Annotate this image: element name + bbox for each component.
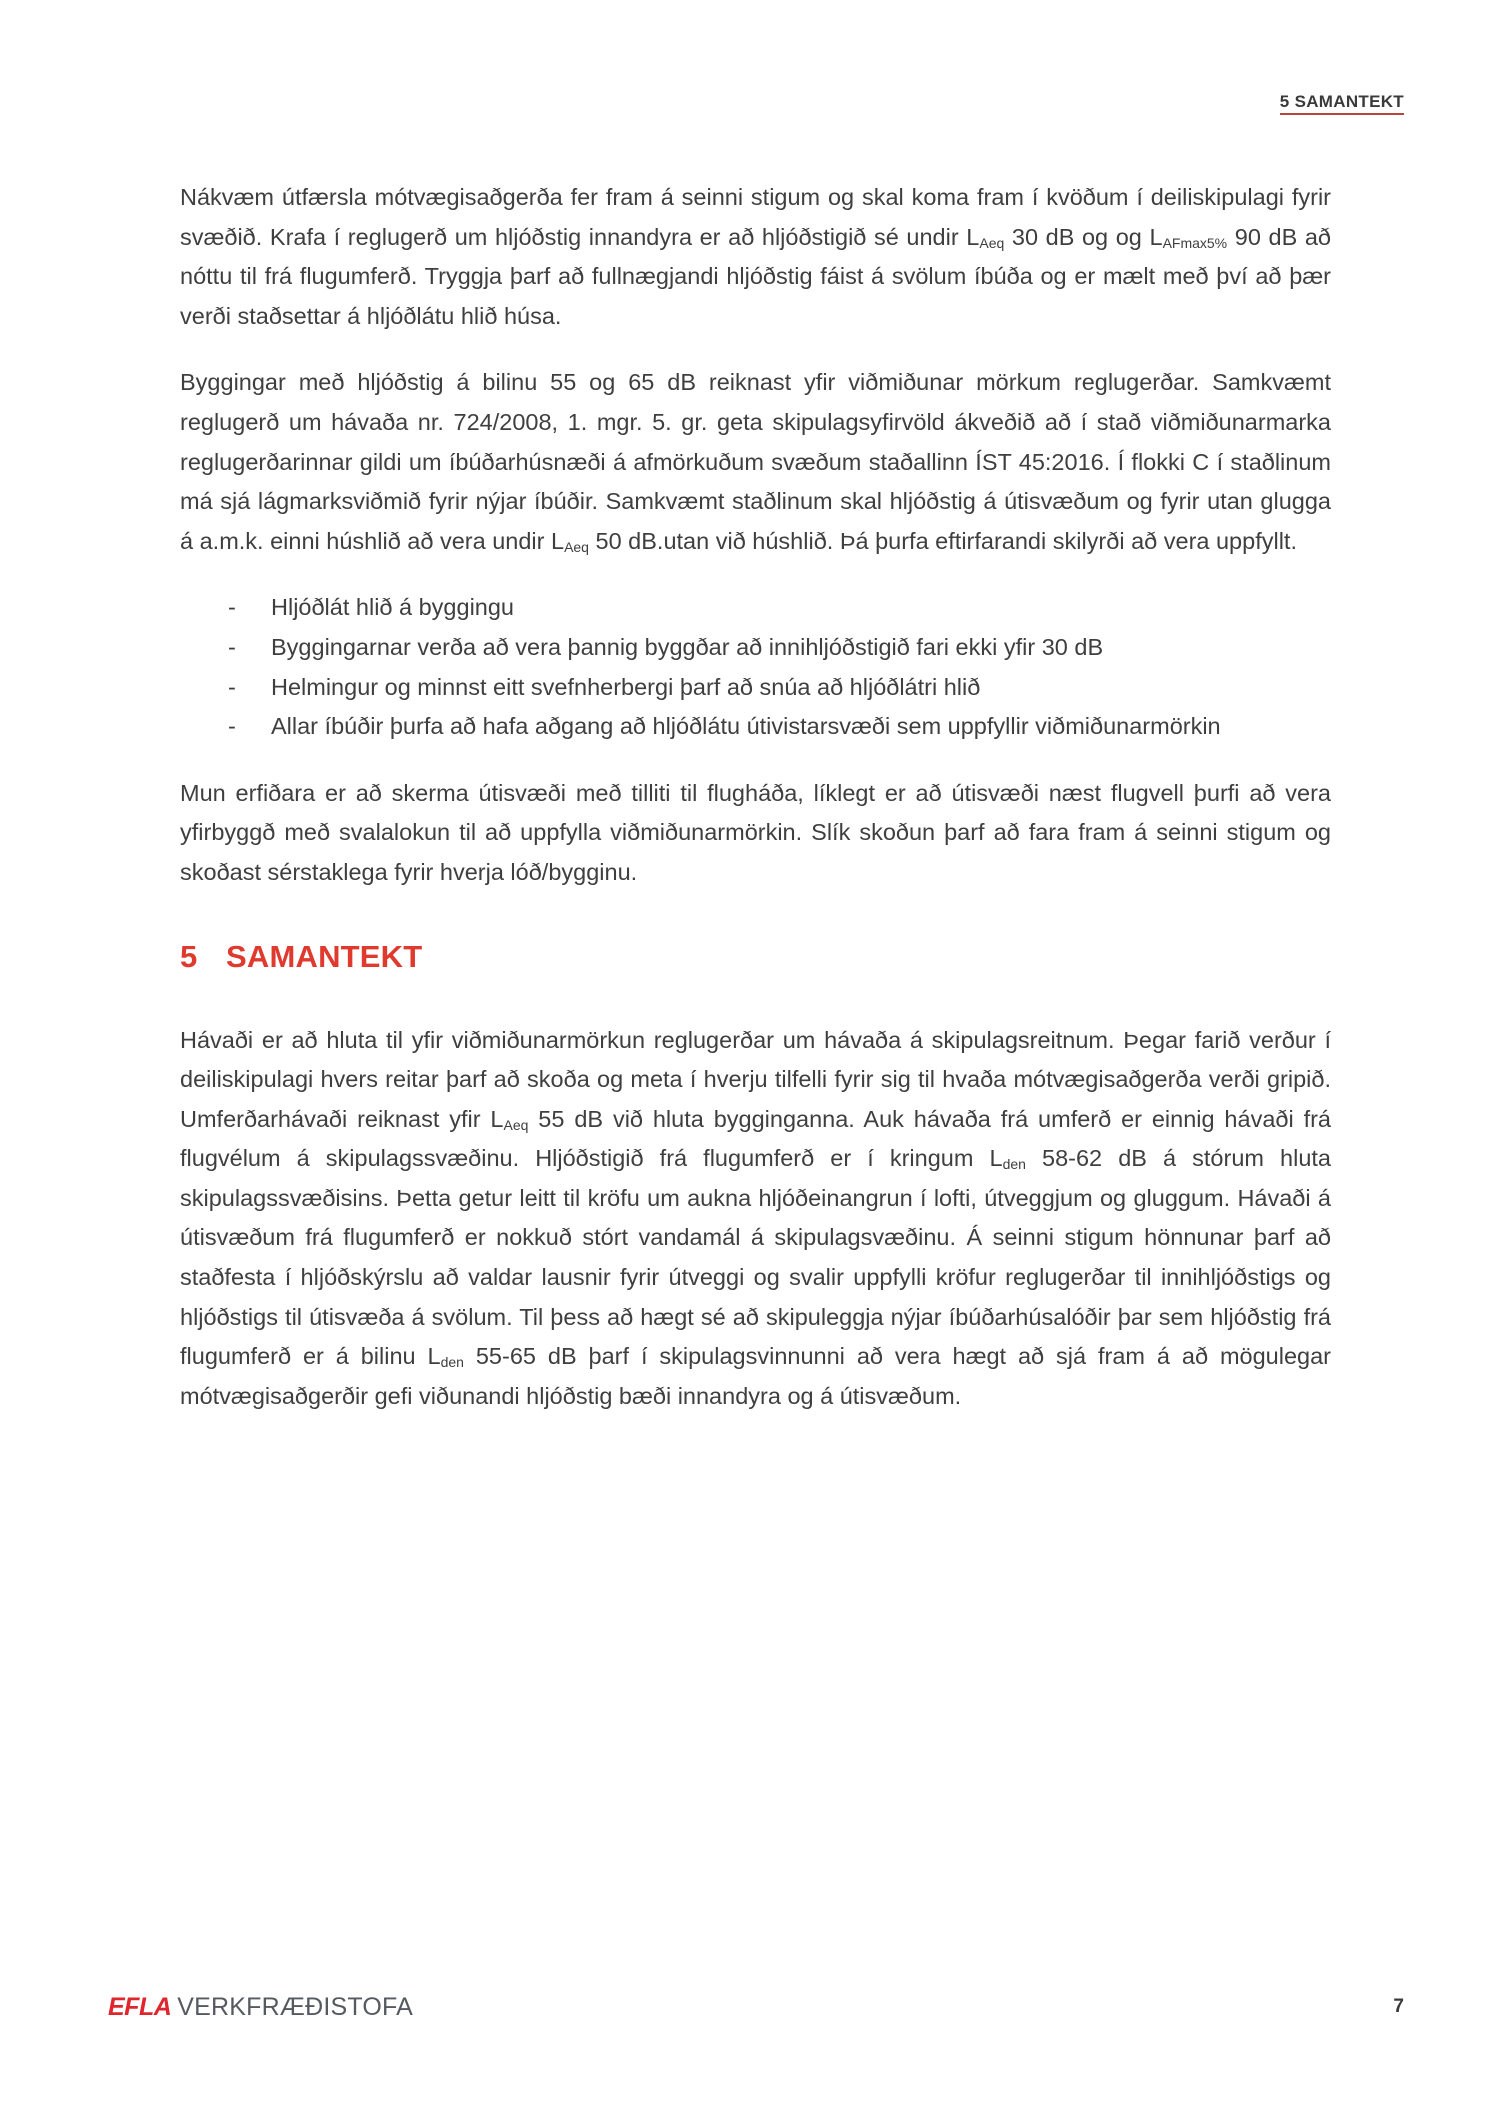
list-item-text: Byggingarnar verða að vera þannig byggðar að innihljóðstigið fari ekki yfir 30 dB <box>271 633 1104 660</box>
dash-bullet-icon: - <box>228 594 236 621</box>
section-heading <box>180 937 1331 977</box>
text-run: Hávaði er að hluta til yfir viðmiðunarmörkun reglugerðar um hávaða á skipulagsreitnum. Þegar farið verður í deiliskipulagi hvers reitar þarf að skoða og meta í hverju tilfelli fyrir sig til hvaða mótvægisaðgerða verði gripið. Umferðarhávaði reiknast yfir L <box>180 1026 1331 1132</box>
section-title: SAMANTEKT <box>226 938 423 974</box>
text-run: 30 dB og og L <box>1004 223 1163 250</box>
subscript-den: den <box>1002 1156 1026 1173</box>
section-number: 5 <box>180 938 198 974</box>
page-number: 7 <box>1393 1996 1404 2017</box>
dash-bullet-icon: - <box>228 713 236 740</box>
list-item <box>180 707 1331 747</box>
text-run: 90 dB að nóttu til frá flugumferð. Tryggja þarf að fullnægjandi hljóðstig fáist á svölum íbúða og er mælt með því að þær verði staðsettar á hljóðlátu hlið húsa. <box>180 223 1331 329</box>
subscript-aeq: Aeq <box>564 538 589 555</box>
paragraph-outdoor-areas: Mun erfiðara er að skerma útisvæði með tilliti til flugháða, líklegt er að útisvæði næst flugvell þurfi að vera yfirbyggð með svalalokun til að uppfylla viðmiðunarmörkin. Slík skoðun þarf að fara fram á seinni stigum og skoðast sérstaklega fyrir hverja lóð/bygginu. <box>180 779 1331 885</box>
text-run: 50 dB.utan við húshlið. Þá þurfa eftirfarandi skilyrði að vera uppfyllt. <box>588 527 1297 554</box>
list-item-text: Hljóðlát hlið á byggingu <box>271 594 514 621</box>
logo-company-text: VERKFRÆÐISTOFA <box>177 1993 413 2021</box>
conditions-list <box>180 588 1331 746</box>
list-item-text: Helmingur og minnst eitt svefnherbergi þarf að snúa að hljóðlátri hlið <box>271 673 981 700</box>
text-run: 55 dB við hluta bygginganna. Auk hávaða frá umferð er einnig hávaði frá flugvélum á skipulagssvæðinu. Hljóðstigið frá flugumferð er í kringum L <box>180 1105 1331 1172</box>
page-content <box>180 178 1331 1416</box>
paragraph-regulation-limits <box>180 363 1331 561</box>
dash-bullet-icon: - <box>228 673 236 700</box>
text-run: Nákvæm útfærsla mótvægisaðgerða fer fram á seinni stigum og skal koma fram í kvöðum í deiliskipulagi fyrir svæðið. Krafa í reglugerð um hljóðstig innandyra er að hljóðstigið sé undir L <box>180 184 1331 250</box>
subscript-aeq: Aeq <box>979 234 1005 251</box>
subscript-den: den <box>440 1354 464 1371</box>
paragraph-summary <box>180 1021 1331 1417</box>
dash-bullet-icon: - <box>228 633 236 660</box>
paragraph-mitigation-measures <box>180 178 1331 336</box>
list-item <box>180 668 1331 708</box>
list-item <box>180 628 1331 668</box>
subscript-afmax5: AFmax5% <box>1162 234 1228 251</box>
logo-brand-mark: EFLA <box>108 1993 172 2021</box>
text-run: 55-65 dB þarf í skipulagsvinnunni að vera hægt að sjá fram á að mögulegar mótvægisaðgerðir gefi viðunandi hljóðstig bæði innandyra og á útisvæðum. <box>180 1343 1331 1409</box>
list-item-text: Allar íbúðir þurfa að hafa aðgang að hljóðlátu útivistarsvæði sem uppfyllir viðmiðunarmörkin <box>271 713 1221 740</box>
text-run: 58-62 dB á stórum hluta skipulagssvæðisins. Þetta getur leitt til kröfu um aukna hljóðeinangrun í lofti, útveggjum og gluggum. Hávaði á útisvæðum frá flugumferð er nokkuð stórt vandamál á skipulagsvæðinu. Á seinni stigum hönnunar þarf að staðfesta í hljóðskýrslu að valdar lausnir fyrir útveggi og svalir uppfylli kröfur reglugerðar til innihljóðstigs og hljóðstigs til útisvæða á svölum. Til þess að hægt sé að skipuleggja nýjar íbúðarhúsalóðir þar sem hljóðstig frá flugumferð er á bilinu L <box>180 1145 1332 1370</box>
running-header-section-title: 5 SAMANTEKT <box>1280 92 1404 115</box>
subscript-aeq: Aeq <box>503 1116 529 1133</box>
efla-logo <box>108 1993 413 2021</box>
list-item <box>180 588 1331 628</box>
text-run: Byggingar með hljóðstig á bilinu 55 og 65 dB reiknast yfir viðmiðunar mörkum reglugerðar. Samkvæmt reglugerð um hávaða nr. 724/2008, 1. mgr. 5. gr. geta skipulagsyfirvöld ákveðið að í stað viðmiðunarmarka reglugerðarinnar gildi um íbúðarhúsnæði á afmörkuðum svæðum staðallinn ÍST 45:2016. Í flokki C í staðlinum má sjá lágmarksviðmið fyrir nýjar íbúðir. Samkvæmt staðlinum skal hljóðstig á útisvæðum og fyrir utan glugga á a.m.k. einni húshlið að vera undir L <box>180 369 1331 554</box>
